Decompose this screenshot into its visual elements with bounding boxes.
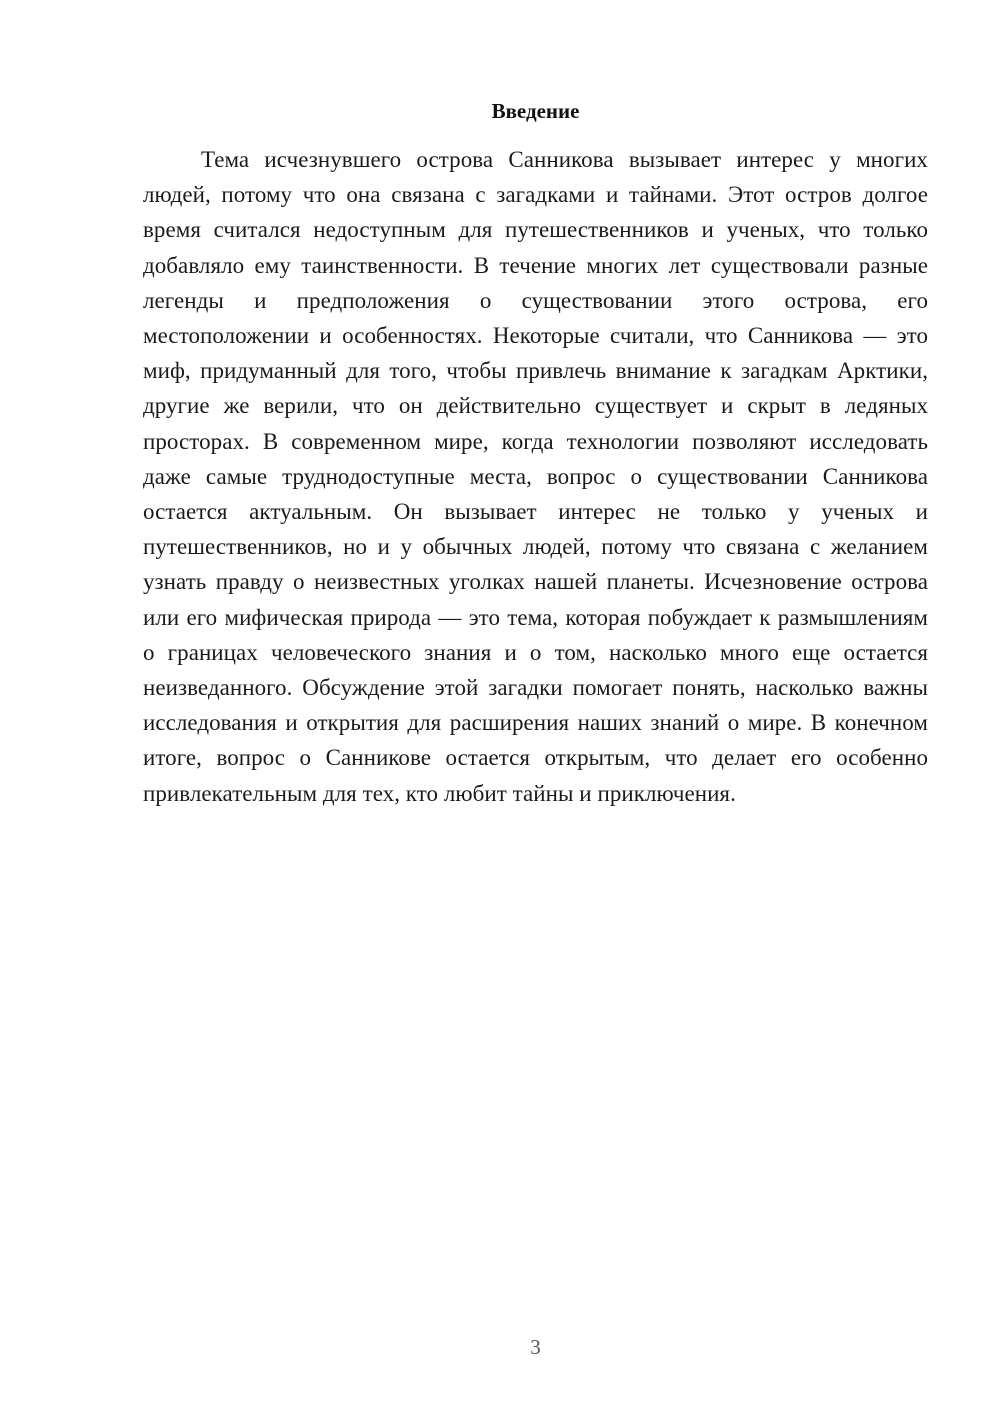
body-paragraph: Тема исчезнувшего острова Санникова вызывает интерес у многих людей, потому что она связана с загадками и тайнами. Этот остров долгое время считался недоступным для путешественников и ученых, что только добавляло ему таинственности. В течение многих лет существовали разные легенды и предположения о существовании этого острова, его местоположении и особенностях. Некоторые считали, что Санникова — это миф, придуманный для того, чтобы привлечь внимание к загадкам Арктики, другие же верили, что он действительно существует и скрыт в ледяных просторах. В современном мире, когда технологии позволяют исследовать даже самые труднодоступные места, вопрос о существовании Санникова остается актуальным. Он вызывает интерес не только у ученых и путешественников, но и у обычных людей, потому что связана с желанием узнать правду о неизвестных уголках нашей планеты. Исчезновение острова или его мифическая природа — это тема, которая побуждает к размышлениям о границах человеческого знания и о том, насколько много еще остается неизведанного. Обсуждение этой загадки помогает понять, насколько важны исследования и открытия для расширения наших знаний о мире. В конечном итоге, вопрос о Санникове остается открытым, что делает его особенно привлекательным для тех, кто любит тайны и приключения. <box>143 147 928 806</box>
page-number: 3 <box>530 1335 541 1359</box>
section-heading: Введение <box>491 99 580 123</box>
